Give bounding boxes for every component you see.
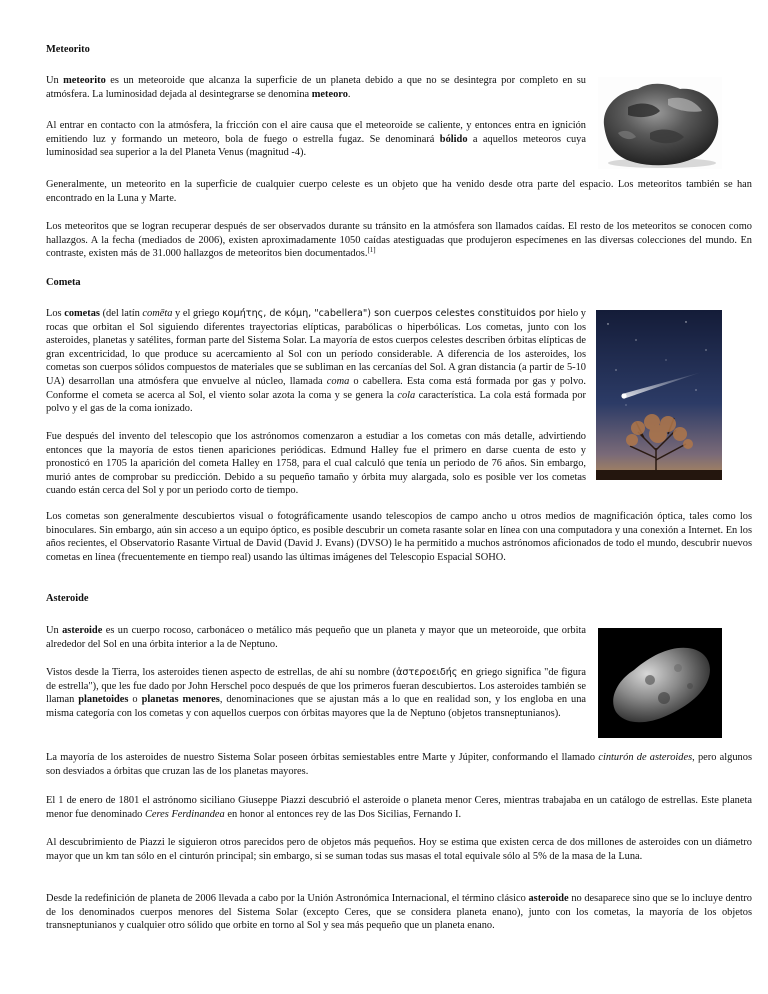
asteroide-paragraph-4: El 1 de enero de 1801 el astrónomo siciliano Giuseppe Piazzi descubrió el asteroide o planeta menor Ceres, mientras trabajaba en un catálogo de estrellas. Este planeta menor fue denominado Ceres Ferdinandea en honor al entonces rey de las Dos Sicilias, Fernando I.	[46, 795, 752, 820]
asteroide-paragraph-6: Desde la redefinición de planeta de 2006 llevada a cabo por la Unión Astronómica Internacional, el término clásico asteroide no desaparece sino que se lo incluye dentro de los denominados cuerpos menores del Sistema Solar (excepto Ceres, que se considera planeta enano), junto con los cometas, la mayoría de los objetos transneptunianos y cualquier otro sólido que orbite en torno al Sol y sea más pequeño que un planeta enano.	[46, 893, 752, 932]
meteorito-paragraph-2: Al entrar en contacto con la atmósfera, la fricción con el aire causa que el meteoroide se caliente, y entonces entra en ignición emitiendo luz y formando un meteoro, bola de fuego o estrella fugaz. Se denominará bólido a aquellos meteoros cuya luminosidad sea superior a la del Planeta Venus (magnitud -4).	[46, 120, 586, 159]
asteroid-space-image	[598, 628, 722, 738]
asteroide-paragraph-5: Al descubrimiento de Piazzi le siguieron otros parecidos pero de objetos más pequeños. Hoy se estima que existen cerca de dos millones de asteroides con un diámetro mayor que un km tan sólo en el cinturón principal; sin embargo, si se suman todas sus masas el total equivale sólo al 5% de la masa de la Luna.	[46, 837, 752, 862]
asteroide-paragraph-1: Un asteroide es un cuerpo rocoso, carbonáceo o metálico más pequeño que un planeta y mayor que un meteoroide, que orbita alrededor del Sol en una órbita interior a la de Neptuno.	[46, 625, 586, 650]
cometa-paragraph-3: Los cometas son generalmente descubiertos visual o fotográficamente usando telescopios de campo ancho u otros medios de magnificación óptica, tales como los binoculares. Sin embargo, aún sin acceso a un equipo óptico, es posible descubrir un cometa rasante solar en línea con una computadora y una conexión a Internet. En los años recientes, el Observatorio Rasante Virtual de David (David J. Evans) (DVSO) le ha permitido a muchos astrónomos aficionados de todo el mundo, descubrir nuevos cometas en línea (frecuentemente en tiempo real) usando las últimas imágenes del Telescopio Espacial SOHO.	[46, 511, 752, 563]
reference-link[interactable]: [1]	[367, 246, 376, 255]
section-title-cometa: Cometa	[46, 277, 81, 288]
meteorite-rock-image	[598, 77, 722, 169]
asteroide-paragraph-3: La mayoría de los asteroides de nuestro Sistema Solar poseen órbitas semiestables entre Marte y Júpiter, conformando el llamado cinturón de asteroides, pero algunos son desviados a órbitas que cruzan las de los planetas mayores.	[46, 752, 752, 777]
meteorito-paragraph-4: Los meteoritos que se logran recuperar después de ser observados durante su tránsito en la atmósfera son llamados caídas. El resto de los meteoritos se conocen como hallazgos. A la fecha (mediados de 2006), existen aproximadamente 1050 caídas atestiguadas que produjeron especímenes en las diversas colecciones del mundo. En contraste, existen más de 31.000 hallazgos de meteoritos bien documentados.[1]	[46, 221, 752, 260]
cometa-paragraph-1: Los cometas (del latín comēta y el griego κομήτης, de κόμη, "cabellera") son cuerpos celestes constituidos por hielo y rocas que orbitan el Sol siguiendo diferentes trayectorias elípticas, parabólicas o hiperbólicas. Los cometas, junto con los asteroides, planetas y satélites, forman parte del Sistema Solar. La mayoría de estos cuerpos celestes describen órbitas elípticas de gran excentricidad, lo que produce su acercamiento al Sol con un período considerable. A diferencia de los asteroides, los cometas son cuerpos sólidos compuestos de materiales que se subliman en las cercanías del Sol. A gran distancia (a partir de 5-10 UA) desarrollan una atmósfera que envuelve al núcleo, llamada coma o cabellera. Esta coma está formada por gas y polvo. Conforme el cometa se acerca al Sol, el viento solar azota la coma y se genera la cola característica. La cola está formada por polvo y el gas de la coma ionizado.	[46, 308, 587, 415]
meteorito-paragraph-1: Un meteorito es un meteoroide que alcanza la superficie de un planeta debido a que no se desintegra por completo en su atmósfera. La luminosidad dejada al desintegrarse se denomina meteoro.	[46, 75, 586, 100]
meteorito-paragraph-3: Generalmente, un meteorito en la superficie de cualquier cuerpo celeste es un objeto que ha venido desde otra parte del espacio. Los meteoritos también se han encontrado en la Luna y Marte.	[46, 179, 752, 204]
asteroide-paragraph-2: Vistos desde la Tierra, los asteroides tienen aspecto de estrellas, de ahí su nombre (ἀστεροειδής en griego significa "de figura de estrella"), que les fue dado por John Herschel poco después de que los primeros fueran descubiertos. Los asteroides también se llaman planetoides o planetas menores, denominaciones que se ajustan más a lo que en realidad son, y los engloba en una misma categoría con los cometas y con aquellos cuerpos con órbitas mayores que la de Neptuno (objetos transneptunianos).	[46, 667, 587, 719]
section-title-asteroide: Asteroide	[46, 593, 89, 604]
comet-night-sky-image	[596, 310, 722, 480]
cometa-paragraph-2: Fue después del invento del telescopio que los astrónomos comenzaron a estudiar a los cometas con más detalle, advirtiendo entonces que la mayoría de estos tienen apariciones periódicas. Edmund Halley fue el primero en darse cuenta de esto y pronosticó en 1705 la aparición del cometa Halley en 1758, para el cual calculó que tenía un periodo de 76 años. Sin embargo, murió antes de comprobar su predicción. Debido a su pequeño tamaño y órbita muy alargada, solo es posible ver los cometas cuando están cerca del Sol y por un periodo corto de tiempo.	[46, 431, 586, 497]
section-title-meteorito: Meteorito	[46, 44, 90, 55]
